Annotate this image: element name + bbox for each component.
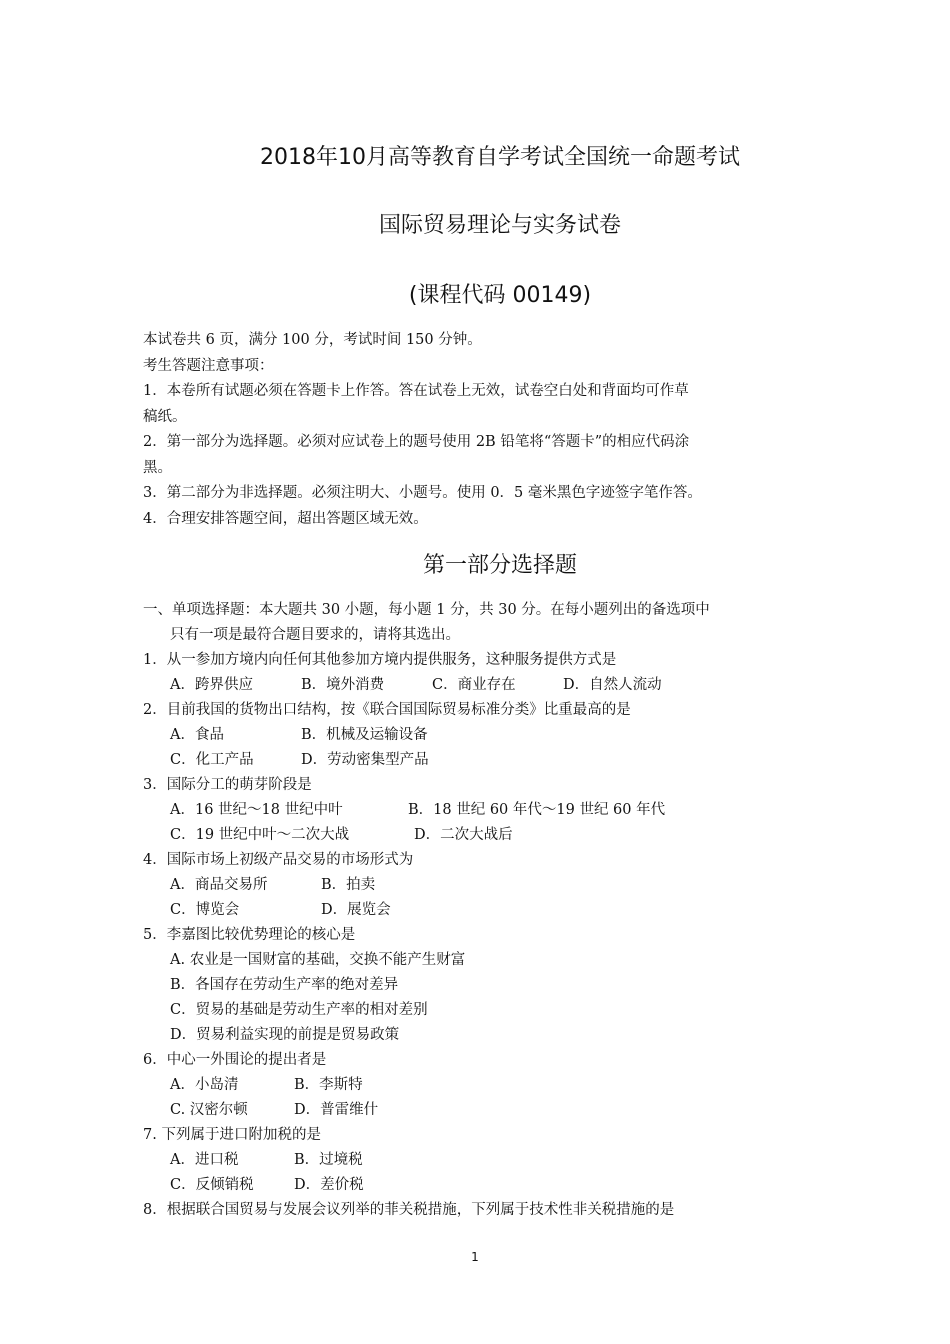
option-b: B．各国存在劳动生产率的绝对差异 — [170, 977, 399, 993]
question-options — [143, 798, 813, 823]
option-b: B．过境税 — [294, 1152, 363, 1168]
exam-summary: 本试卷共 6 页，满分 100 分，考试时间 150 分钟。 — [143, 332, 482, 348]
question-options — [143, 898, 813, 923]
exam-title: 2018年10月高等教育自学考试全国统一命题考试 — [260, 145, 740, 170]
option-d: D．劳动密集型产品 — [301, 752, 429, 768]
question-options — [143, 1148, 813, 1173]
question-options — [143, 1073, 813, 1098]
note-2: 2．第一部分为选择题。必须对应试卷上的题号使用 2B 铅笔将“答题卡”的相应代码涂 — [143, 434, 690, 450]
option-b: B．机械及运输设备 — [301, 727, 428, 743]
part1-heading: 第一部分选择题 — [422, 553, 577, 578]
notes-heading: 考生答题注意事项： — [143, 357, 274, 374]
course-code: (课程代码 00149) — [408, 283, 592, 308]
section-instruction-continued: 只有一项是最符合题目要求的，请将其选出。 — [170, 627, 460, 643]
option-a: A. 农业是一国财富的基础，交换不能产生财富 — [170, 952, 466, 968]
section-instruction: 一、单项选择题：本大题共 30 小题，每小题 1 分，共 30 分。在每小题列出的备选项中 — [143, 602, 710, 618]
question-stem: 7. 下列属于进口附加税的是 — [143, 1127, 321, 1143]
note-3: 3．第二部分为非选择题。必须注明大、小题号。使用 0．5 毫米黑色字迹签字笔作答。 — [143, 485, 702, 501]
note-1-continued: 稿纸。 — [143, 408, 187, 425]
option-c: C．商业存在 — [432, 677, 516, 693]
option-b: B．李斯特 — [294, 1077, 363, 1093]
option-c: C．19 世纪中叶～二次大战 — [170, 827, 350, 843]
option-d: D．贸易利益实现的前提是贸易政策 — [170, 1027, 400, 1043]
option-c: C．反倾销税 — [170, 1177, 254, 1193]
option-b: B．18 世纪 60 年代～19 世纪 60 年代 — [408, 802, 666, 818]
option-d: D．自然人流动 — [563, 677, 662, 693]
question-stem: 3．国际分工的萌芽阶段是 — [143, 777, 312, 793]
page-number: 1 — [471, 1250, 479, 1264]
option-b: B．拍卖 — [321, 877, 376, 893]
question-stem: 2．目前我国的货物出口结构，按《联合国国际贸易标准分类》比重最高的是 — [143, 702, 631, 718]
question-options — [143, 1098, 813, 1123]
option-d: D．差价税 — [294, 1177, 364, 1193]
option-c: C．化工产品 — [170, 752, 254, 768]
question-options — [143, 673, 813, 698]
option-a: A．小岛清 — [170, 1077, 239, 1093]
option-c: C. 汉密尔顿 — [170, 1102, 248, 1118]
question-stem: 6．中心一外围论的提出者是 — [143, 1052, 327, 1068]
note-1: 1．本卷所有试题必须在答题卡上作答。答在试卷上无效，试卷空白处和背面均可作草 — [143, 383, 689, 399]
question-stem: 8．根据联合国贸易与发展会议列举的菲关税措施，下列属于技术性非关税措施的是 — [143, 1202, 675, 1218]
option-c: C．博览会 — [170, 902, 240, 918]
option-c: C．贸易的基础是劳动生产率的相对差别 — [170, 1002, 428, 1018]
question-options — [143, 873, 813, 898]
question-stem: 5．李嘉图比较优势理论的核心是 — [143, 927, 356, 943]
option-a: A．食品 — [170, 727, 224, 743]
note-2-continued: 黑。 — [143, 459, 172, 476]
option-d: D．二次大战后 — [414, 827, 513, 843]
option-a: A．商品交易所 — [170, 877, 268, 893]
question-options — [143, 748, 813, 773]
option-d: D．展览会 — [321, 902, 391, 918]
option-d: D．普雷维什 — [294, 1102, 379, 1118]
question-list — [143, 598, 813, 1223]
paper-title: 国际贸易理论与实务试卷 — [378, 213, 621, 238]
option-a: A．跨界供应 — [170, 677, 253, 693]
note-4: 4．合理安排答题空间，超出答题区域无效。 — [143, 510, 428, 527]
question-options — [143, 823, 813, 848]
option-b: B．境外消费 — [301, 677, 385, 693]
question-stem: 4．国际市场上初级产品交易的市场形式为 — [143, 852, 414, 868]
option-a: A．16 世纪～18 世纪中叶 — [170, 802, 343, 818]
option-a: A．进口税 — [170, 1152, 239, 1168]
exam-instructions — [143, 328, 813, 532]
question-stem: 1．从一参加方境内向任何其他参加方境内提供服务，这种服务提供方式是 — [143, 652, 617, 668]
question-options — [143, 723, 813, 748]
question-options — [143, 1173, 813, 1198]
